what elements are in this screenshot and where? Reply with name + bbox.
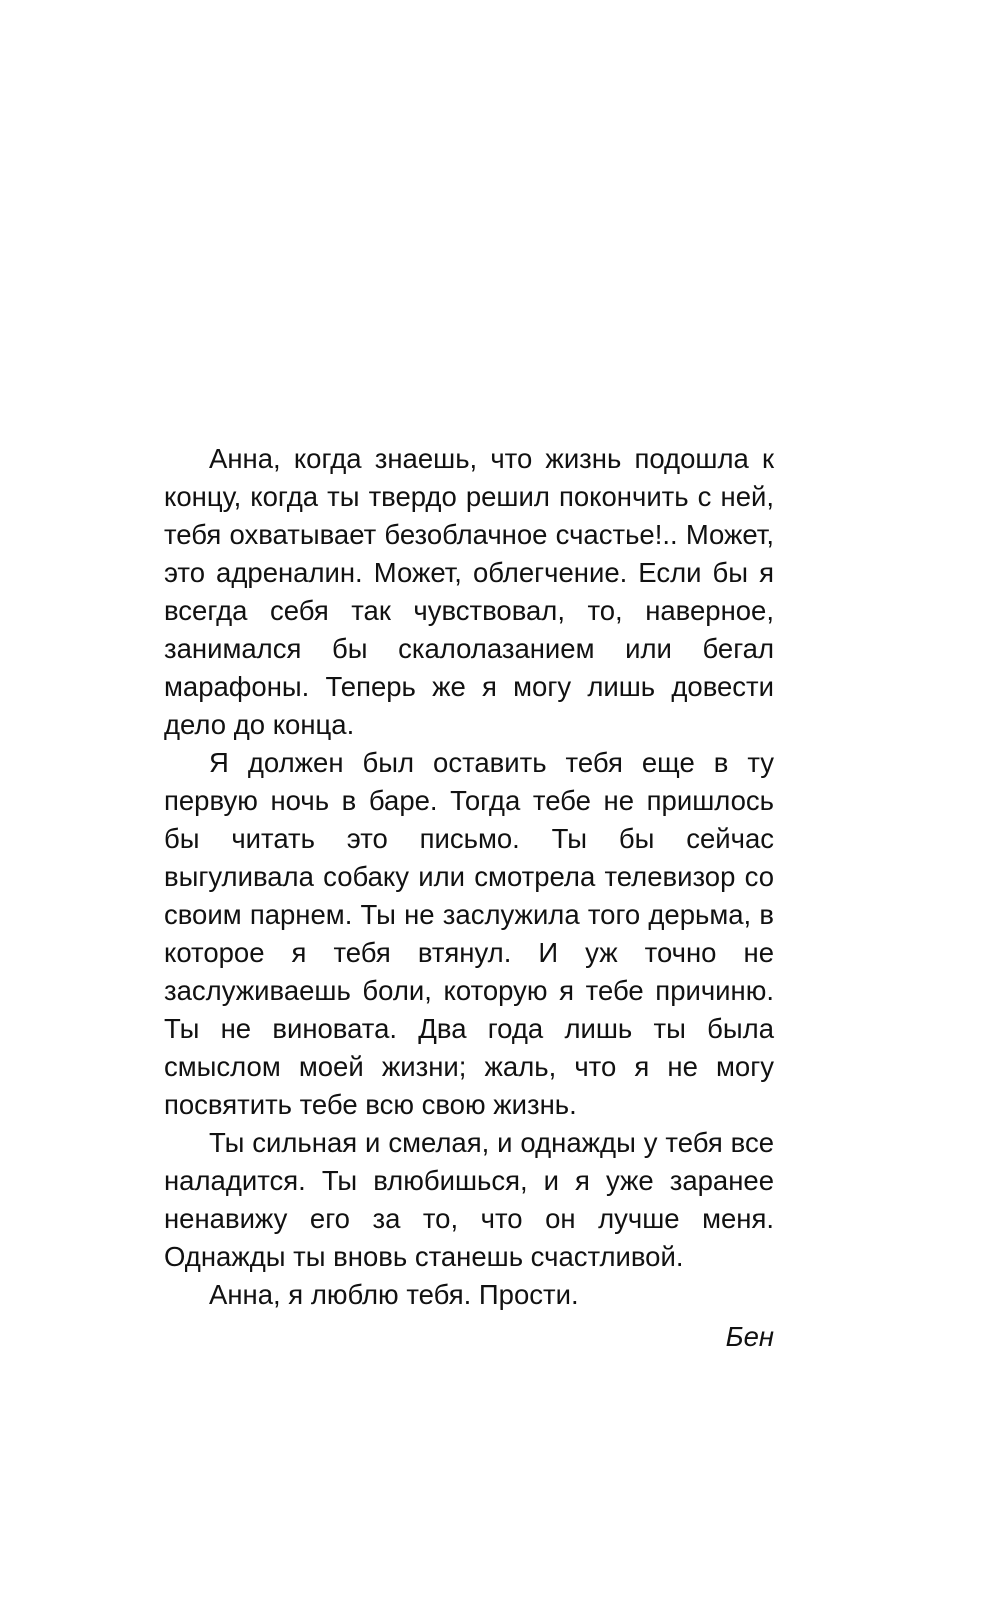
letter-paragraph-3: Ты сильная и смелая, и однажды у тебя все наладится. Ты влюбишься, и я уже заранее ненавижу его за то, что он лучше меня. Однажды ты вновь станешь счастливой. [164, 1127, 774, 1272]
letter-paragraph-2: Я должен был оставить тебя еще в ту первую ночь в баре. Тогда тебе не пришлось бы читать это письмо. Ты бы сейчас выгуливала собаку или смотрела телевизор со своим парнем. Ты не заслужила того дерьма, в которое я тебя втянул. И уж точно не заслуживаешь боли, которую я тебе причиню. Ты не виновата. Два года лишь ты была смыслом моей жизни; жаль, что я не могу посвятить тебе всю свою жизнь. [164, 747, 774, 1120]
letter-paragraph-1: Анна, когда знаешь, что жизнь подошла к концу, когда ты твердо решил покончить с ней, тебя охватывает безоблачное счастье!.. Может, это адреналин. Может, облегчение. Если бы я всегда себя так чувствовал, то, наверное, занимался бы скалолазанием или бегал марафоны. Теперь же я могу лишь довести дело до конца. [164, 443, 774, 740]
letter-body [164, 440, 774, 1356]
letter-paragraph-4: Анна, я люблю тебя. Прости. [209, 1279, 579, 1310]
letter-signature: Бен [725, 1321, 774, 1352]
